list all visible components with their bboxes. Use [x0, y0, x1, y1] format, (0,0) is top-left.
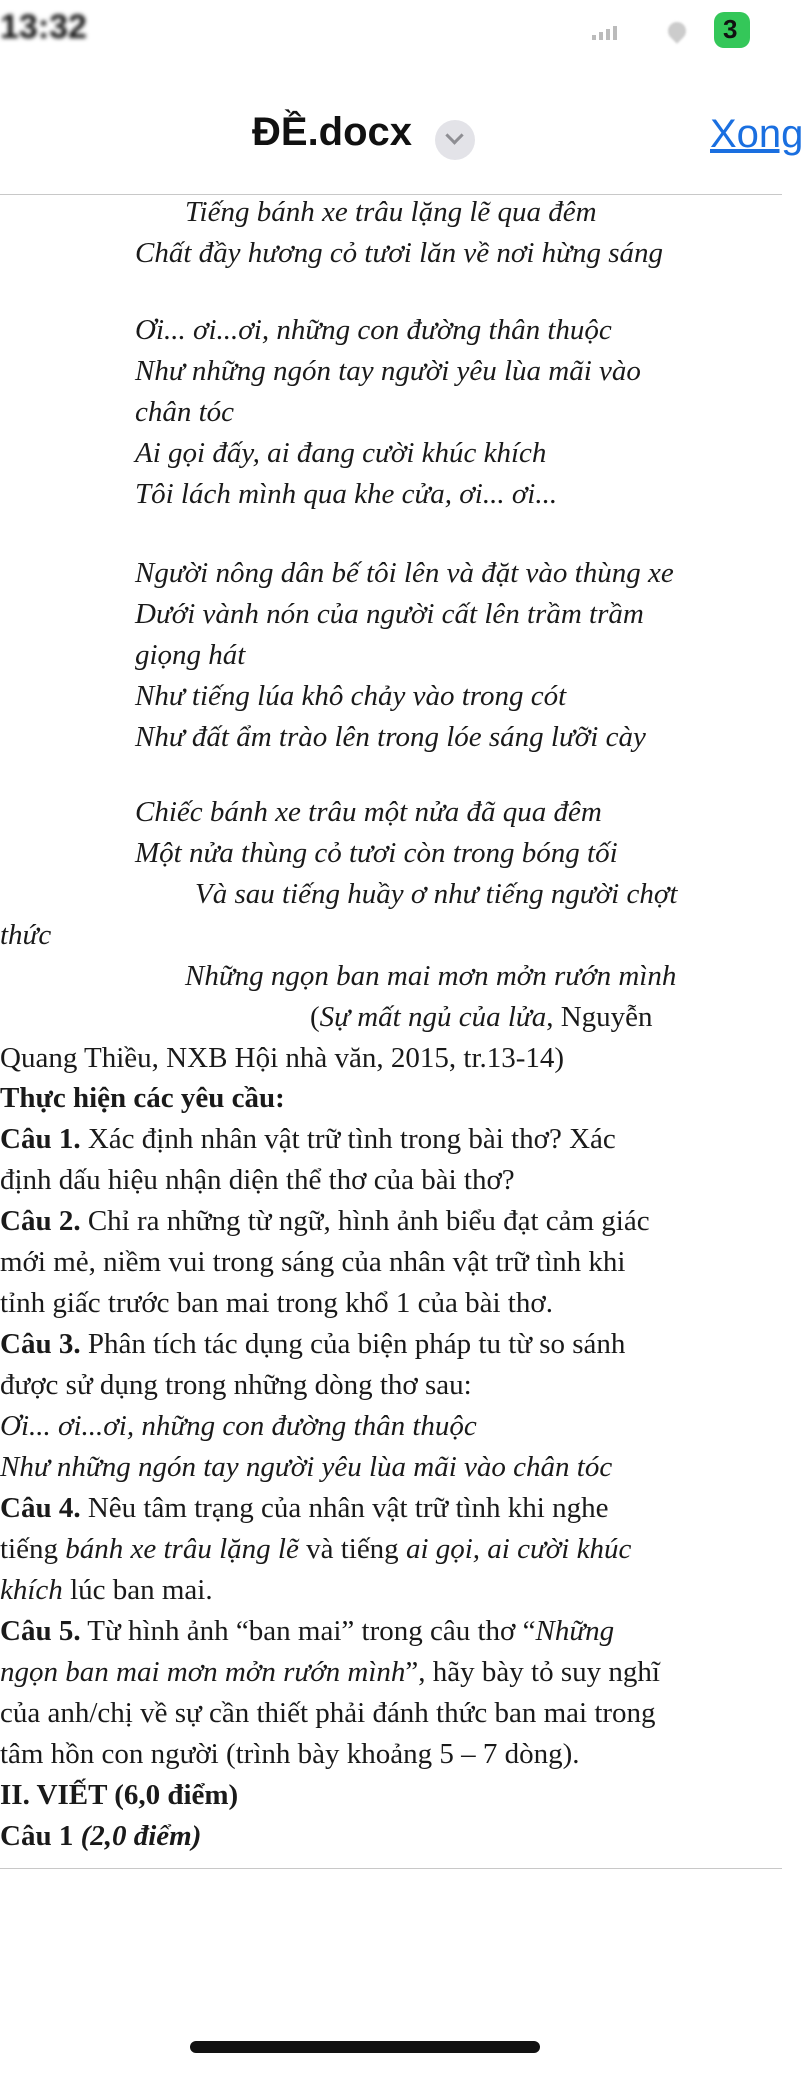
question-5-cont: ngọn ban mai mơn mởn rướn mình”, hãy bày tỏ suy nghĩ	[0, 1656, 660, 1688]
question-label: Câu 2.	[0, 1205, 81, 1237]
question-4-cont: khích lúc ban mai.	[0, 1574, 213, 1606]
poem-line: Và sau tiếng huầy ơ như tiếng người chợt	[195, 878, 678, 910]
section-heading: II. VIẾT (6,0 điểm)	[0, 1779, 239, 1811]
poem-line: Dưới vành nón của người cất lên trầm trầm	[135, 598, 644, 630]
content-bottom-divider	[0, 1868, 782, 1869]
poem-line: Chất đầy hương cỏ tươi lăn về nơi hừng sáng	[135, 237, 664, 269]
question-5-cont: của anh/chị về sự cần thiết phải đánh thức ban mai trong	[0, 1697, 656, 1729]
chevron-down-icon	[445, 126, 463, 144]
question-3-cont: được sử dụng trong những dòng thơ sau:	[0, 1369, 472, 1401]
question-label: Câu 4.	[0, 1492, 81, 1524]
question-label: Câu 5.	[0, 1615, 81, 1647]
poem-line: Tiếng bánh xe trâu lặng lẽ qua đêm	[185, 196, 597, 228]
question-3: Câu 3. Phân tích tác dụng của biện pháp tu từ so sánh	[0, 1328, 626, 1360]
poem-line: Những ngọn ban mai mơn mởn rướn mình	[185, 960, 677, 992]
instructions-heading: Thực hiện các yêu cầu:	[0, 1082, 285, 1114]
question-2: Câu 2. Chỉ ra những từ ngữ, hình ảnh biểu đạt cảm giác	[0, 1205, 650, 1237]
question-4-cont: tiếng bánh xe trâu lặng lẽ và tiếng ai gọi, ai cười khúc	[0, 1533, 632, 1565]
document-title[interactable]: ĐỀ.docx	[252, 110, 413, 154]
writing-question-1: Câu 1 (2,0 điểm)	[0, 1820, 202, 1852]
poem-line: Như tiếng lúa khô chảy vào trong cót	[135, 680, 567, 712]
poem-line: Như đất ẩm trào lên trong lóe sáng lưỡi cày	[135, 721, 646, 753]
question-2-cont: mới mẻ, niềm vui trong sáng của nhân vật trữ tình khi	[0, 1246, 626, 1278]
question-label: Câu 3.	[0, 1328, 81, 1360]
question-1-cont: định dấu hiệu nhận diện thể thơ của bài thơ?	[0, 1164, 515, 1196]
battery-icon	[714, 12, 750, 48]
source-work-title: Sự mất ngủ của lửa	[319, 1001, 547, 1033]
source-citation: (Sự mất ngủ của lửa, Nguyễn	[310, 1001, 653, 1033]
question-4: Câu 4. Nêu tâm trạng của nhân vật trữ tình khi nghe	[0, 1492, 609, 1524]
question-1: Câu 1. Xác định nhân vật trữ tình trong bài thơ? Xác	[0, 1123, 616, 1155]
source-citation-cont: Quang Thiều, NXB Hội nhà văn, 2015, tr.13-14)	[0, 1042, 565, 1074]
poem-line: Tôi lách mình qua khe cửa, ơi... ơi...	[135, 478, 558, 510]
status-time: 13:32	[0, 8, 87, 46]
status-bar	[0, 0, 782, 60]
wifi-icon	[664, 18, 689, 43]
question-5: Câu 5. Từ hình ảnh “ban mai” trong câu thơ “Những	[0, 1615, 615, 1647]
poem-line: chân tóc	[135, 396, 235, 428]
question-label: Câu 1.	[0, 1123, 81, 1155]
question-5-cont: tâm hồn con người (trình bày khoảng 5 – 7 dòng).	[0, 1738, 580, 1770]
document-navbar	[0, 100, 803, 190]
poem-line: giọng hát	[135, 639, 246, 671]
poem-line: Ơi... ơi...ơi, những con đường thân thuộc	[135, 314, 612, 346]
question-2-cont: tỉnh giấc trước ban mai trong khổ 1 của bài thơ.	[0, 1287, 553, 1319]
poem-line: Người nông dân bế tôi lên và đặt vào thùng xe	[135, 557, 674, 589]
poem-line: Như những ngón tay người yêu lùa mãi vào	[135, 355, 641, 387]
poem-line: Một nửa thùng cỏ tươi còn trong bóng tối	[135, 837, 618, 869]
title-dropdown-button[interactable]	[435, 120, 475, 160]
poem-line: Chiếc bánh xe trâu một nửa đã qua đêm	[135, 796, 602, 828]
document-content[interactable]	[0, 195, 782, 1868]
battery-level: 3	[723, 14, 738, 44]
done-button[interactable]: Xong	[710, 112, 803, 156]
poem-line: Ai gọi đấy, ai đang cười khúc khích	[135, 437, 547, 469]
signal-icon	[592, 26, 618, 40]
question-3-quote: Như những ngón tay người yêu lùa mãi vào chân tóc	[0, 1451, 613, 1483]
question-3-quote: Ơi... ơi...ơi, những con đường thân thuộc	[0, 1410, 477, 1442]
poem-line: thức	[0, 919, 52, 951]
home-indicator[interactable]	[190, 2041, 540, 2053]
